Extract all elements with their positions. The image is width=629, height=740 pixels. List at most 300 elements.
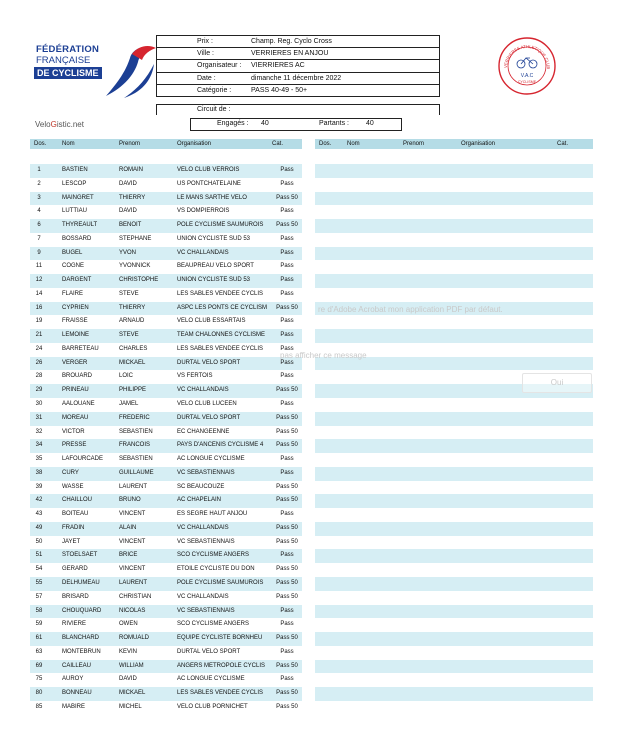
cat-cell: Pass [280, 345, 294, 352]
engages-partants-box [190, 118, 402, 131]
nom-cell: GERARD [62, 566, 88, 573]
ville-row [157, 48, 439, 60]
table-row-empty [315, 522, 593, 536]
nom-cell: FRADIN [62, 524, 85, 531]
dos-cell: 12 [35, 277, 43, 284]
nom-cell: CHOUQUARD [62, 607, 102, 614]
table-row-empty [315, 247, 593, 261]
organisation-cell: TEAM CHALONNES CYCLISME [177, 332, 266, 339]
dos-cell: 19 [35, 318, 43, 325]
prenom-cell: FRANCOIS [119, 442, 151, 449]
prenom-cell: DAVID [119, 208, 137, 215]
dos-cell: 39 [35, 483, 43, 490]
organisateur-row [157, 60, 439, 72]
race-info-box [156, 35, 440, 97]
nom-cell: MOREAU [62, 414, 89, 421]
table-row [30, 618, 302, 632]
prenom-cell: SEBASTIEN [119, 456, 153, 463]
table-header-right [315, 139, 593, 149]
col-prenom-header-right: Prenom [403, 141, 425, 147]
nom-cell: BROUARD [62, 373, 93, 380]
table-row [30, 247, 302, 261]
prenom-cell: LAURENT [119, 579, 148, 586]
nom-cell: AALOUANE [62, 401, 95, 408]
prenom-cell: CHRISTOPHE [119, 277, 159, 284]
table-row-empty [315, 467, 593, 481]
organisation-cell: LE MANS SARTHE VELO [177, 194, 247, 201]
date-row [157, 73, 439, 85]
col-nom-header: Nom [62, 141, 75, 147]
nom-cell: MABIRE [62, 703, 86, 710]
organisation-cell: VELO CLUB ESSARTAIS [177, 318, 246, 325]
nom-cell: WASSE [62, 483, 84, 490]
organisation-cell: ES SEGRE HAUT ANJOU [177, 511, 248, 518]
dos-cell: 75 [35, 676, 43, 683]
prenom-cell: ARNAUD [119, 318, 145, 325]
prenom-cell: YVON [119, 249, 137, 256]
table-row [30, 481, 302, 495]
nom-cell: CYPRIEN [62, 304, 89, 311]
prenom-cell: GUILLAUME [119, 469, 154, 476]
ville-value: VERRIERES EN ANJOU [251, 50, 329, 58]
prenom-cell: ALAIN [119, 524, 137, 531]
table-row-empty [315, 260, 593, 274]
prenom-cell: ROMUALD [119, 635, 150, 642]
prix-label: Prix : [197, 38, 213, 45]
nom-cell: BASTIEN [62, 167, 88, 173]
table-row-empty [315, 549, 593, 563]
nom-cell: DARGENT [62, 277, 92, 284]
table-row [30, 164, 302, 178]
nom-cell: FRAISSE [62, 318, 88, 325]
dos-cell: 42 [35, 497, 43, 504]
prenom-cell: FREDERIC [119, 414, 150, 421]
dos-cell: 54 [35, 566, 43, 573]
table-header-left [30, 139, 302, 149]
dos-cell: 16 [35, 304, 43, 311]
dos-cell: 1 [37, 167, 41, 173]
nom-cell: BOSSARD [62, 235, 92, 242]
table-row-empty [315, 508, 593, 522]
table-row-empty [315, 233, 593, 247]
table-row [30, 260, 302, 274]
table-row [30, 453, 302, 467]
table-row [30, 508, 302, 522]
cat-cell: Pass [280, 621, 294, 628]
prenom-cell: KEVIN [119, 648, 138, 655]
results-table-left [30, 164, 302, 715]
organisation-cell: EQUIPE CYCLISTE BORNHEU [177, 635, 263, 642]
site-name-a: Velo [35, 120, 51, 129]
cat-cell: Pass [280, 249, 294, 256]
dos-cell: 26 [35, 359, 43, 366]
table-row-empty [315, 577, 593, 591]
organisation-cell: VS FERTOIS [177, 373, 213, 380]
table-row-empty [315, 632, 593, 646]
organisation-cell: SCO CYCLISME ANGERS [177, 621, 250, 628]
cat-cell: Pass [280, 373, 294, 380]
organisation-cell: VELO CLUB PORNICHET [177, 703, 248, 710]
organisation-cell: UNION CYCLISTE SUD 53 [177, 277, 251, 284]
table-row [30, 494, 302, 508]
table-row-empty [315, 192, 593, 206]
overlay-oui-button[interactable]: Oui [522, 373, 592, 393]
nom-cell: DELHUMEAU [62, 579, 100, 586]
dos-cell: 7 [37, 235, 41, 242]
site-name-c: istic.net [56, 120, 84, 129]
prenom-cell: THIERRY [119, 194, 146, 201]
organisation-cell: VC CHALLANDAIS [177, 593, 229, 600]
table-row [30, 370, 302, 384]
table-row-empty [315, 288, 593, 302]
cat-cell: Pass [280, 607, 294, 614]
table-row [30, 315, 302, 329]
table-row [30, 673, 302, 687]
svg-text:CYCLISME: CYCLISME [517, 80, 537, 84]
organisation-cell: UNION CYCLISTE SUD 53 [177, 235, 251, 242]
table-row [30, 288, 302, 302]
table-row-empty [315, 618, 593, 632]
dos-cell: 3 [37, 194, 41, 201]
prenom-cell: STEVE [119, 332, 139, 339]
table-row [30, 522, 302, 536]
prix-row [157, 36, 439, 48]
categorie-value: PASS 40-49 - 50+ [251, 86, 308, 94]
dos-cell: 30 [35, 401, 43, 408]
cat-cell: Pass 50 [276, 538, 298, 545]
nom-cell: THYREAULT [62, 222, 98, 229]
prenom-cell: BENOIT [119, 222, 142, 229]
organisation-cell: LES SABLES VENDEE CYCLIS [177, 690, 264, 697]
nom-cell: BLANCHARD [62, 635, 100, 642]
prenom-cell: JAMEL [119, 401, 139, 408]
col-nom-header-right: Nom [347, 141, 360, 147]
table-row [30, 536, 302, 550]
cat-cell: Pass 50 [276, 497, 298, 504]
organisation-cell: VC CHALLANDAIS [177, 387, 229, 394]
cat-cell: Pass 50 [276, 428, 298, 435]
organisation-cell: PAYS D'ANCENIS CYCLISME 4 [177, 442, 264, 449]
organisation-cell: SC BEAUCOUZE [177, 483, 225, 490]
nom-cell: JAYET [62, 538, 81, 545]
organisateur-value: VIERRIERES AC [251, 62, 305, 70]
dos-cell: 11 [35, 263, 43, 270]
col-dos-header-right: Dos. [319, 141, 332, 147]
table-row [30, 412, 302, 426]
table-row-empty [315, 660, 593, 674]
partants-label: Partants : [319, 120, 349, 127]
prenom-cell: VINCENT [119, 566, 146, 573]
nom-cell: FLAIRE [62, 290, 84, 297]
prenom-cell: BRICE [119, 552, 138, 559]
categorie-row [157, 85, 439, 96]
organisation-cell: VC SEBASTIENNAIS [177, 607, 235, 614]
nom-cell: CURY [62, 469, 79, 476]
prenom-cell: BRUNO [119, 497, 141, 504]
organisation-cell: VS DOMPIERROIS [177, 208, 230, 215]
svg-text:V.A.C: V.A.C [520, 73, 534, 79]
prenom-cell: VINCENT [119, 538, 146, 545]
organisation-cell: VC SEBASTIENNAIS [177, 469, 235, 476]
table-row-empty [315, 315, 593, 329]
cat-cell: Pass [280, 401, 294, 408]
cat-cell: Pass 50 [276, 662, 298, 669]
organisation-cell: LES SABLES VENDEE CYCLIS [177, 345, 264, 352]
dos-cell: 61 [35, 635, 43, 642]
circuit-box [156, 104, 440, 115]
table-row [30, 205, 302, 219]
prenom-cell: NICOLAS [119, 607, 146, 614]
organisation-cell: POLE CYCLISME SAUMUROIS [177, 579, 264, 586]
ffc-logo-line3: DE CYCLISME [34, 67, 102, 79]
table-row-empty [315, 439, 593, 453]
categorie-label: Catégorie : [197, 86, 232, 94]
dos-cell: 34 [35, 442, 43, 449]
table-row-empty [315, 164, 593, 178]
dos-cell: 59 [35, 621, 43, 628]
results-table-right [315, 164, 593, 715]
table-row [30, 343, 302, 357]
nom-cell: LUTTIAU [62, 208, 88, 215]
table-row-empty [315, 453, 593, 467]
prenom-cell: MICKAEL [119, 690, 146, 697]
organisation-cell: VELO CLUB LUCEEN [177, 401, 237, 408]
table-row-empty [315, 205, 593, 219]
prenom-cell: PHILIPPE [119, 387, 147, 394]
organisateur-label: Organisateur : [197, 62, 242, 70]
nom-cell: BUGEL [62, 249, 83, 256]
cat-cell: Pass 50 [276, 194, 298, 201]
table-row [30, 233, 302, 247]
dos-cell: 43 [35, 511, 43, 518]
dos-cell: 69 [35, 662, 43, 669]
table-row-empty [315, 426, 593, 440]
ffc-swoosh-icon [102, 40, 158, 100]
cat-cell: Pass 50 [276, 593, 298, 600]
cat-cell: Pass [280, 359, 294, 366]
cat-cell: Pass 50 [276, 222, 298, 229]
organisation-cell: LES SABLES VENDEE CYCLIS [177, 290, 264, 297]
nom-cell: MAINGRET [62, 194, 94, 201]
table-row [30, 192, 302, 206]
table-row-empty [315, 412, 593, 426]
nom-cell: BONNEAU [62, 690, 92, 697]
cat-cell: Pass [280, 277, 294, 284]
ffc-logo [30, 40, 155, 100]
table-row-empty [315, 178, 593, 192]
ffc-logo-line2: FRANÇAISE [36, 55, 91, 66]
cat-cell: Pass 50 [276, 304, 298, 311]
table-row-empty [315, 494, 593, 508]
cat-cell: Pass 50 [276, 524, 298, 531]
table-row [30, 439, 302, 453]
organisation-cell: VC CHALLANDAIS [177, 524, 229, 531]
cat-cell: Pass [280, 648, 294, 655]
nom-cell: CHAILLOU [62, 497, 93, 504]
table-row [30, 701, 302, 715]
table-row-empty [315, 591, 593, 605]
date-value: dimanche 11 décembre 2022 [251, 74, 342, 82]
organisation-cell: EC CHANGEENNE [177, 428, 230, 435]
table-row [30, 632, 302, 646]
cat-cell: Pass [280, 318, 294, 325]
table-row [30, 549, 302, 563]
dos-cell: 6 [37, 222, 41, 229]
cat-cell: Pass [280, 469, 294, 476]
dos-cell: 55 [35, 579, 43, 586]
table-row [30, 219, 302, 233]
organisation-cell: DURTAL VELO SPORT [177, 414, 241, 421]
table-row [30, 384, 302, 398]
cat-cell: Pass [280, 235, 294, 242]
cat-cell: Pass 50 [276, 442, 298, 449]
table-row-empty [315, 274, 593, 288]
col-cat-header: Cat. [272, 141, 284, 147]
site-name-b: G [50, 120, 57, 129]
prenom-cell: SEBASTIEN [119, 428, 153, 435]
prenom-cell: VINCENT [119, 511, 146, 518]
table-row [30, 591, 302, 605]
prenom-cell: THIERRY [119, 304, 146, 311]
engages-value: 40 [261, 120, 269, 127]
organisation-cell: SCO CYCLISME ANGERS [177, 552, 250, 559]
overlay-message-line1: re d'Adobe Acrobat mon application PDF par défaut. [318, 305, 503, 314]
organisation-cell: POLE CYCLISME SAUMUROIS [177, 222, 264, 229]
dos-cell: 35 [35, 456, 43, 463]
nom-cell: VICTOR [62, 428, 85, 435]
organisation-cell: BEAUPREAU VELO SPORT [177, 263, 254, 270]
col-organisation-header: Organisation [177, 141, 212, 147]
nom-cell: COGNE [62, 263, 85, 270]
cat-cell: Pass [280, 676, 294, 683]
nom-cell: BARRETEAU [62, 345, 99, 352]
dos-cell: 38 [35, 469, 43, 476]
svg-text:VERRIERES ATHLETIQUE CLUB: VERRIERES ATHLETIQUE CLUB [502, 43, 552, 70]
cat-cell: Pass [280, 263, 294, 270]
prenom-cell: MICKAEL [119, 359, 146, 366]
date-label: Date : [197, 74, 216, 82]
table-row-empty [315, 219, 593, 233]
cat-cell: Pass [280, 332, 294, 339]
col-prenom-header: Prenom [119, 141, 141, 147]
prix-value: Champ. Reg. Cyclo Cross [251, 38, 332, 45]
organisation-cell: AC LONGUE CYCLISME [177, 676, 245, 683]
prenom-cell: YVONNICK [119, 263, 151, 270]
organisation-cell: VELO CLUB VERROIS [177, 167, 240, 173]
organisation-cell: DURTAL VELO SPORT [177, 648, 241, 655]
cat-cell: Pass [280, 290, 294, 297]
table-row [30, 357, 302, 371]
dos-cell: 2 [37, 180, 41, 187]
organisation-cell: DURTAL VELO SPORT [177, 359, 241, 366]
prenom-cell: WILLIAM [119, 662, 144, 669]
table-row-empty [315, 701, 593, 715]
col-dos-header: Dos. [34, 141, 47, 147]
organisation-cell: VC SEBASTIENNAIS [177, 538, 235, 545]
dos-cell: 28 [35, 373, 43, 380]
nom-cell: CAILLEAU [62, 662, 92, 669]
nom-cell: LEMOINE [62, 332, 90, 339]
nom-cell: BRISARD [62, 593, 89, 600]
table-row [30, 687, 302, 701]
dos-cell: 21 [35, 332, 43, 339]
dos-cell: 24 [35, 345, 43, 352]
table-row [30, 274, 302, 288]
organisation-cell: VC CHALLANDAIS [177, 249, 229, 256]
cat-cell: Pass [280, 208, 294, 215]
dos-cell: 50 [35, 538, 43, 545]
prenom-cell: DAVID [119, 676, 137, 683]
nom-cell: RIVIERE [62, 621, 87, 628]
table-row [30, 329, 302, 343]
cat-cell: Pass 50 [276, 635, 298, 642]
table-row [30, 302, 302, 316]
velogistic-site-name [35, 120, 84, 129]
nom-cell: LESCOP [62, 180, 87, 187]
cat-cell: Pass 50 [276, 387, 298, 394]
table-row [30, 467, 302, 481]
cat-cell: Pass 50 [276, 483, 298, 490]
ffc-logo-line1: FÉDÉRATION [36, 44, 100, 55]
prenom-cell: LAURENT [119, 483, 148, 490]
col-organisation-header-right: Organisation [461, 141, 496, 147]
dos-cell: 80 [35, 690, 43, 697]
cat-cell: Pass 50 [276, 566, 298, 573]
dos-cell: 29 [35, 387, 43, 394]
organisation-cell: AC CHAPELAIN [177, 497, 222, 504]
partants-value: 40 [366, 120, 374, 127]
prenom-cell: ROMAIN [119, 167, 143, 173]
dos-cell: 51 [35, 552, 43, 559]
cat-cell: Pass 50 [276, 414, 298, 421]
cat-cell: Pass [280, 180, 294, 187]
overlay-message-line2: pas afficher ce message [280, 351, 367, 360]
dos-cell: 32 [35, 428, 43, 435]
dos-cell: 49 [35, 524, 43, 531]
table-row [30, 426, 302, 440]
table-row-empty [315, 398, 593, 412]
nom-cell: AUROY [62, 676, 84, 683]
vac-logo-icon [497, 36, 557, 96]
prenom-cell: STEPHANE [119, 235, 152, 242]
table-row-empty [315, 536, 593, 550]
table-row [30, 660, 302, 674]
dos-cell: 4 [37, 208, 41, 215]
dos-cell: 31 [35, 414, 43, 421]
nom-cell: LAFOURCADE [62, 456, 104, 463]
organisation-cell: US PONTCHATELAINE [177, 180, 241, 187]
cat-cell: Pass [280, 456, 294, 463]
dos-cell: 57 [35, 593, 43, 600]
table-row-empty [315, 673, 593, 687]
dos-cell: 63 [35, 648, 43, 655]
table-row-empty [315, 687, 593, 701]
table-row [30, 398, 302, 412]
table-row [30, 178, 302, 192]
organisation-cell: AC LONGUE CYCLISME [177, 456, 245, 463]
prenom-cell: STEVE [119, 290, 139, 297]
prenom-cell: LOIC [119, 373, 134, 380]
nom-cell: STOELSAET [62, 552, 98, 559]
prenom-cell: MICHEL [119, 703, 142, 710]
prenom-cell: DAVID [119, 180, 137, 187]
table-row-empty [315, 646, 593, 660]
nom-cell: PRESSE [62, 442, 87, 449]
table-row [30, 605, 302, 619]
nom-cell: BOITEAU [62, 511, 89, 518]
table-row [30, 577, 302, 591]
table-row-empty [315, 605, 593, 619]
